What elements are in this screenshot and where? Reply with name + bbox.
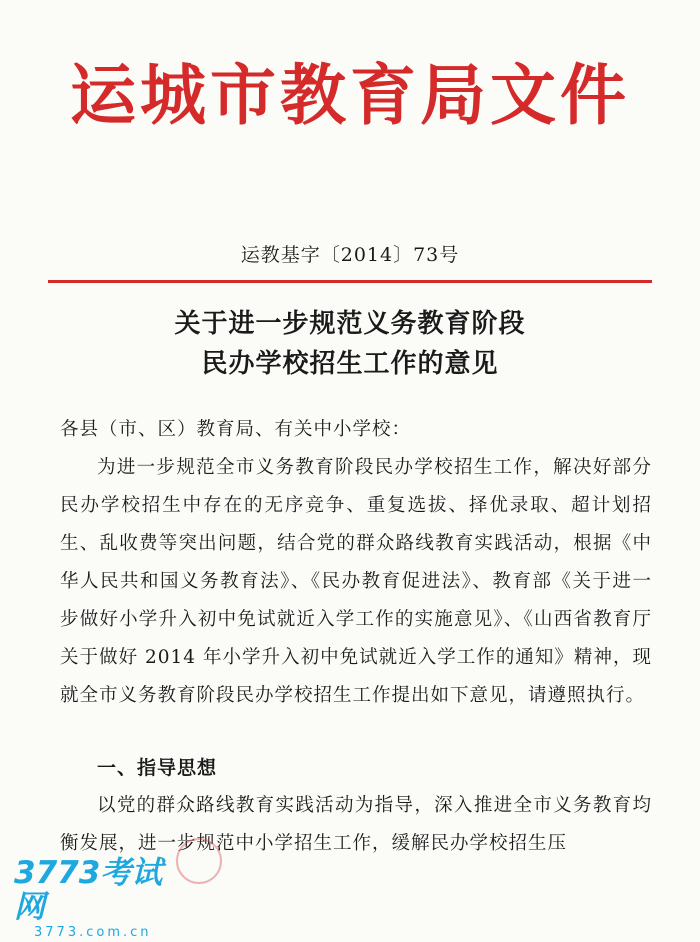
site-watermark (14, 855, 184, 940)
watermark-brand: 3773考试网 (14, 855, 163, 925)
document-number: 运教基字〔2014〕73号 (240, 244, 460, 266)
watermark-url: 3773.com.cn (34, 925, 152, 940)
paragraph-1: 为进一步规范全市义务教育阶段民办学校招生工作，解决好部分民办学校招生中存在的无序竞争、重复选拔、择优录取、超计划招生、乱收费等突出问题，结合党的群众路线教育实践活动，根据《中华人民共和国义务教育法》、《民办教育促进法》、教育部《关于进一步做好小学升入初中免试就近入学工作的实施意见》、《山西省教育厅关于做好 2014 年小学升入初中免试就近入学工作的通知》精神，现就全市义务教育阶段民办学校招生工作提出如下意见，请遵照执行。 (60, 457, 652, 706)
red-divider (48, 280, 652, 283)
salutation: 各县（市、区）教育局、有关中小学校： (60, 419, 412, 440)
paragraph-2: 以党的群众路线教育实践活动为指导，深入推进全市义务教育均衡发展，进一步规范中小学招生工作，缓解民办学校招生压 (60, 795, 652, 854)
title-line-2: 民办学校招生工作的意见 (201, 349, 499, 379)
issuer-header: 运城市教育局文件 (70, 57, 630, 134)
document-title (0, 304, 700, 384)
section-heading-1: 一、指导思想 (97, 757, 218, 779)
title-line-1: 关于进一步规范义务教育阶段 (174, 309, 526, 339)
